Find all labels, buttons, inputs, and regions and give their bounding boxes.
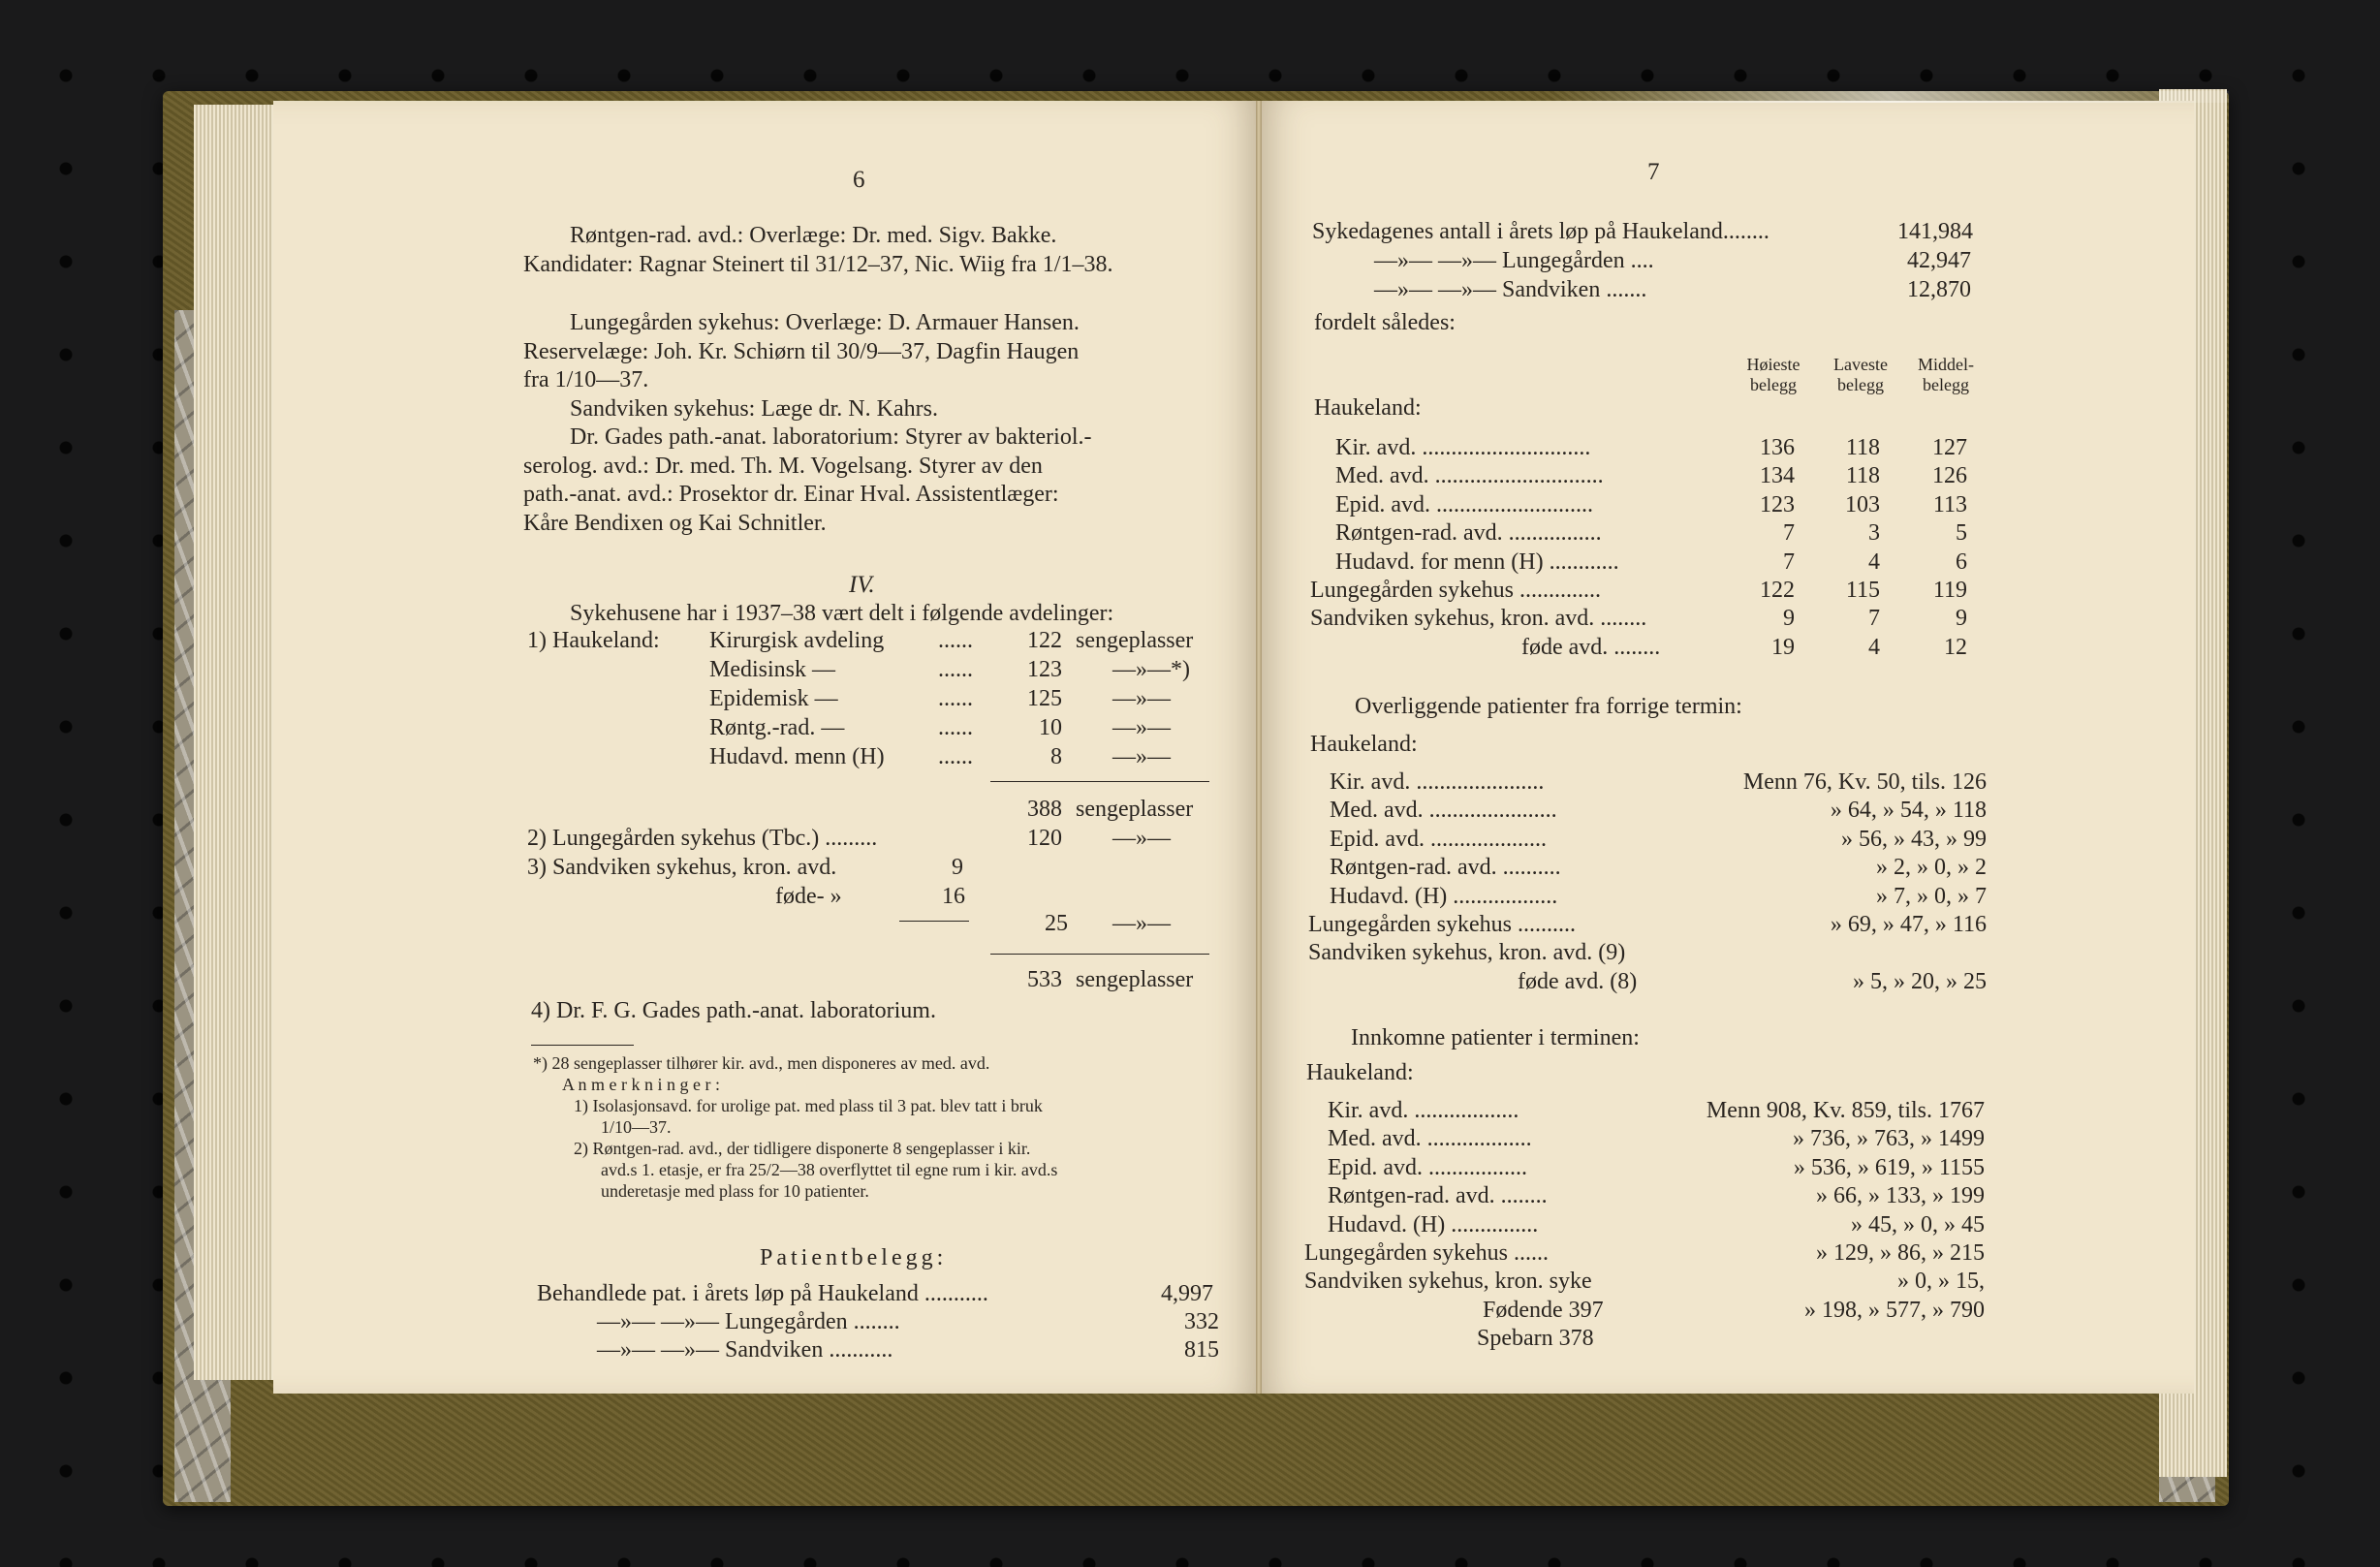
- innkomne-row-label: Sandviken sykehus, kron. syke: [1304, 1269, 1592, 1295]
- belegg-row-value: 4: [1868, 548, 1880, 575]
- col-header-middel-1: Middel-: [1918, 355, 1974, 374]
- haukeland-total-unit: sengeplasser: [1076, 797, 1194, 822]
- dept-unit-med: —»—*): [1112, 657, 1190, 682]
- innkomne-row-values: » 198, » 577, » 790: [1804, 1297, 1985, 1323]
- belegg-row-value: 134: [1760, 463, 1795, 489]
- behandlede-sandviken-value: 815: [1184, 1337, 1219, 1363]
- dept-dots-epid: ......: [938, 686, 973, 711]
- belegg-row-value: 19: [1771, 634, 1795, 660]
- item2-unit: —»—: [1112, 826, 1171, 851]
- item2-count: 120: [1027, 826, 1062, 851]
- overliggende-row-values: Menn 76, Kv. 50, tils. 126: [1742, 769, 1987, 795]
- roentgen-block: [523, 222, 1112, 279]
- dept-count-rontg: 10: [1039, 715, 1062, 740]
- plastic-sleeve-glare: [1550, 91, 2229, 103]
- belegg-row-value: 9: [1783, 606, 1795, 632]
- innkomne-row-label: Kir. avd. ..................: [1328, 1098, 1519, 1123]
- footnote-2: 2) Røntgen-rad. avd., der tidligere disponerte 8 sengeplasser i kir.: [574, 1139, 1031, 1158]
- belegg-row-value: 7: [1783, 520, 1795, 547]
- overliggende-row-label: Hudavd. (H) ..................: [1330, 883, 1558, 909]
- innkomne-row-label: Spebarn 378: [1477, 1326, 1594, 1352]
- item3b-value: 16: [942, 884, 965, 909]
- overliggende-row-values: » 7, » 0, » 7: [1876, 883, 1987, 909]
- item3-value: 9: [952, 855, 963, 880]
- overliggende-row-values: » 69, » 47, » 116: [1830, 912, 1987, 937]
- innkomne-heading: Innkomne patienter i terminen:: [1351, 1025, 1640, 1050]
- behandlede-lunge-value: 332: [1184, 1309, 1219, 1334]
- belegg-row-value: 4: [1868, 634, 1880, 660]
- overliggende-heading: Overliggende patienter fra forrige termin:: [1355, 694, 1742, 719]
- item4-text: 4) Dr. F. G. Gades path.-anat. laboratorium.: [531, 998, 936, 1023]
- belegg-row-value: 103: [1845, 491, 1880, 517]
- gades-line-2: serolog. avd.: Dr. med. Th. M. Vogelsang. Styrer av den: [523, 453, 1043, 479]
- dept-dots-hud: ......: [938, 744, 973, 769]
- overliggende-row-label: Lungegården sykehus ..........: [1308, 912, 1576, 937]
- innkomne-row-values: » 536, » 619, » 1155: [1793, 1154, 1985, 1180]
- fordelt-label: fordelt således:: [1314, 310, 1456, 335]
- sykedager-lunge-label: —»— —»— Lungegården ....: [1374, 248, 1654, 273]
- footnote-2-cont: avd.s 1. etasje, er fra 25/2—38 overflyttet til egne rum i kir. avd.s: [601, 1160, 1058, 1179]
- subtotal-rule: [990, 781, 1209, 782]
- footnote-anmerkninger: A n m e r k n i n g e r :: [562, 1075, 720, 1094]
- roentgen-line-2: Kandidater: Ragnar Steinert til 31/12–37, Nic. Wiig fra 1/1–38.: [523, 251, 1113, 277]
- item3-text: 3) Sandviken sykehus, kron. avd.: [527, 855, 837, 880]
- sykedager-lunge-value: 42,947: [1907, 248, 1971, 273]
- right-page-number: 7: [1647, 159, 1660, 185]
- belegg-row-value: 9: [1956, 606, 1967, 632]
- belegg-row-label: Med. avd. .............................: [1335, 463, 1604, 489]
- dept-name-rontg: Røntg.-rad. —: [709, 715, 845, 740]
- dept-unit-epid: —»—: [1112, 686, 1171, 711]
- col-header-hoieste: [1735, 355, 1812, 395]
- intro-line: Sykehusene har i 1937–38 vært delt i følgende avdelinger:: [570, 601, 1114, 626]
- lunge-line-1: Lungegården sykehus: Overlæge: D. Armauer Hansen.: [570, 310, 1080, 335]
- dept-unit-hud: —»—: [1112, 744, 1171, 769]
- belegg-row-value: 118: [1845, 435, 1880, 460]
- innkomne-row-label: Røntgen-rad. avd. ........: [1328, 1183, 1548, 1209]
- belegg-row-value: 12: [1944, 634, 1967, 660]
- dept-name-epid: Epidemisk —: [709, 686, 838, 711]
- lunge-line-2: Reservelæge: Joh. Kr. Schiørn til 30/9—37, Dagfin Haugen: [523, 338, 1080, 364]
- belegg-row-label: føde avd. ........: [1521, 634, 1661, 660]
- overliggende-row-label: Epid. avd. ....................: [1330, 826, 1547, 852]
- belegg-row-value: 136: [1760, 435, 1795, 460]
- belegg-row-value: 123: [1760, 491, 1795, 517]
- belegg-row-label: Epid. avd. ...........................: [1335, 491, 1593, 517]
- intro-line-wrap: [523, 600, 1113, 629]
- col-header-middel: [1907, 355, 1985, 395]
- sandviken-line: Sandviken sykehus: Læge dr. N. Kahrs.: [570, 395, 938, 422]
- item3-total-unit: —»—: [1112, 911, 1171, 936]
- innkomne-row-values: » 129, » 86, » 215: [1816, 1240, 1985, 1266]
- dept-unit-rontg: —»—: [1112, 715, 1171, 740]
- belegg-row-value: 7: [1783, 548, 1795, 575]
- belegg-row-label: Lungegården sykehus ..............: [1310, 578, 1601, 603]
- col-header-hoieste-1: Høieste: [1746, 355, 1801, 374]
- grand-total-count: 533: [1027, 967, 1062, 992]
- innkomne-row-values: Menn 908, Kv. 859, tils. 1767: [1706, 1098, 1985, 1123]
- dept-dots-kir: ......: [938, 628, 973, 653]
- belegg-row-value: 118: [1845, 463, 1880, 489]
- overliggende-row-values: » 56, » 43, » 99: [1841, 826, 1987, 852]
- grand-total-unit: sengeplasser: [1076, 967, 1194, 992]
- innkomne-row-values: » 0, » 15,: [1897, 1269, 1985, 1295]
- overliggende-row-values: » 64, » 54, » 118: [1830, 798, 1987, 824]
- gades-line-1: Dr. Gades path.-anat. laboratorium: Styrer av bakteriol.-: [570, 424, 1092, 450]
- belegg-haukeland-label: Haukeland:: [1314, 395, 1422, 421]
- belegg-row-value: 126: [1932, 463, 1967, 489]
- haukeland-total-count: 388: [1027, 797, 1062, 822]
- dept-name-med: Medisinsk —: [709, 657, 836, 682]
- overliggende-row-values: » 5, » 20, » 25: [1853, 968, 1987, 994]
- footnote-1-cont: 1/10—37.: [601, 1117, 672, 1137]
- dept-dots-rontg: ......: [938, 715, 973, 740]
- belegg-row-label: Røntgen-rad. avd. ................: [1335, 520, 1602, 547]
- col-header-laveste-2: belegg: [1837, 375, 1884, 394]
- book-gutter: [1256, 101, 1262, 1394]
- innkomne-row-label: Epid. avd. .................: [1328, 1154, 1527, 1180]
- belegg-row-value: 5: [1956, 520, 1967, 547]
- behandlede-sandviken-label: —»— —»— Sandviken ...........: [597, 1337, 893, 1363]
- overliggende-row-label: Røntgen-rad. avd. ..........: [1330, 855, 1561, 881]
- item3-total-count: 25: [1045, 911, 1068, 936]
- gades-line-3: path.-anat. avd.: Prosektor dr. Einar Hval. Assistentlæger:: [523, 482, 1059, 507]
- belegg-row-value: 115: [1845, 578, 1880, 603]
- sykedager-sandviken-value: 12,870: [1907, 277, 1971, 302]
- belegg-row-value: 127: [1932, 435, 1967, 460]
- footnote-rule: [531, 1045, 634, 1046]
- dept-dots-med: ......: [938, 657, 973, 682]
- belegg-row-value: 3: [1868, 520, 1880, 547]
- col-header-laveste: [1822, 355, 1899, 395]
- dept-count-hud: 8: [1050, 744, 1062, 769]
- sykedager-sandviken-label: —»— —»— Sandviken .......: [1374, 277, 1647, 302]
- belegg-row-label: Kir. avd. .............................: [1335, 435, 1591, 460]
- dept-name-kir: Kirurgisk avdeling: [709, 628, 885, 653]
- section-roman-numeral: IV.: [849, 572, 875, 598]
- belegg-row-value: 6: [1956, 548, 1967, 575]
- footnotes-block: [533, 1052, 1057, 1202]
- lunge-block: [523, 309, 1092, 538]
- belegg-row-label: Sandviken sykehus, kron. avd. ........: [1310, 606, 1647, 632]
- item3b-text: føde- »: [775, 884, 842, 909]
- behandlede-lunge-label: —»— —»— Lungegården ........: [597, 1309, 900, 1334]
- overliggende-row-label: Med. avd. ......................: [1330, 798, 1557, 824]
- behandlede-haukeland-label: Behandlede pat. i årets løp på Haukeland ...........: [537, 1281, 988, 1306]
- innkomne-row-label: Lungegården sykehus ......: [1304, 1240, 1549, 1266]
- dept-name-hud: Hudavd. menn (H): [709, 744, 885, 769]
- belegg-row-value: 122: [1760, 578, 1795, 603]
- lunge-line-3: fra 1/10—37.: [523, 367, 649, 392]
- overliggende-row-values: » 2, » 0, » 2: [1876, 855, 1987, 881]
- belegg-row-value: 7: [1868, 606, 1880, 632]
- item2-text: 2) Lungegården sykehus (Tbc.) .........: [527, 826, 878, 851]
- dept-count-med: 123: [1027, 657, 1062, 682]
- left-page-number: 6: [853, 167, 865, 193]
- behandlede-haukeland-value: 4,997: [1161, 1281, 1213, 1306]
- footnote-star: *) 28 sengeplasser tilhører kir. avd., men disponeres av med. avd.: [533, 1053, 990, 1073]
- belegg-row-value: 119: [1932, 578, 1967, 603]
- innkomne-haukeland: Haukeland:: [1306, 1060, 1414, 1085]
- innkomne-row-values: » 736, » 763, » 1499: [1793, 1126, 1985, 1152]
- patientbelegg-heading: Patientbelegg:: [760, 1245, 948, 1270]
- sykedager-haukeland-value: 141,984: [1897, 219, 1973, 244]
- innkomne-row-label: Hudavd. (H) ...............: [1328, 1211, 1539, 1238]
- overliggende-row-label: føde avd. (8): [1518, 968, 1638, 994]
- dept-count-epid: 125: [1027, 686, 1062, 711]
- belegg-row-value: 113: [1932, 491, 1967, 517]
- item3-rule: [899, 921, 969, 922]
- belegg-row-label: Hudavd. for menn (H) ............: [1335, 548, 1619, 575]
- col-header-middel-2: belegg: [1923, 375, 1969, 394]
- overliggende-row-label: Kir. avd. ......................: [1330, 769, 1545, 795]
- overliggende-row-label: Sandviken sykehus, kron. avd. (9): [1308, 940, 1626, 966]
- innkomne-row-label: Med. avd. ..................: [1328, 1126, 1532, 1152]
- haukeland-prefix: 1) Haukeland:: [527, 628, 660, 653]
- overliggende-haukeland: Haukeland:: [1310, 732, 1418, 757]
- col-header-laveste-1: Laveste: [1833, 355, 1888, 374]
- footnote-2-cont2: underetasje med plass for 10 patienter.: [601, 1181, 869, 1201]
- innkomne-row-values: » 66, » 133, » 199: [1816, 1183, 1985, 1209]
- innkomne-row-values: » 45, » 0, » 45: [1851, 1211, 1985, 1238]
- grand-total-rule: [990, 954, 1209, 955]
- col-header-hoieste-2: belegg: [1750, 375, 1797, 394]
- gades-line-4: Kåre Bendixen og Kai Schnitler.: [523, 510, 827, 536]
- dept-unit-kir: sengeplasser: [1076, 628, 1194, 653]
- footnote-1: 1) Isolasjonsavd. for urolige pat. med plass til 3 pat. blev tatt i bruk: [574, 1096, 1043, 1115]
- sykedager-haukeland-label: Sykedagenes antall i årets løp på Haukeland........: [1312, 219, 1769, 244]
- innkomne-row-label: Fødende 397: [1483, 1297, 1604, 1323]
- roentgen-line-1: Røntgen-rad. avd.: Overlæge: Dr. med. Sigv. Bakke.: [570, 223, 1057, 248]
- dept-count-kir: 122: [1027, 628, 1062, 653]
